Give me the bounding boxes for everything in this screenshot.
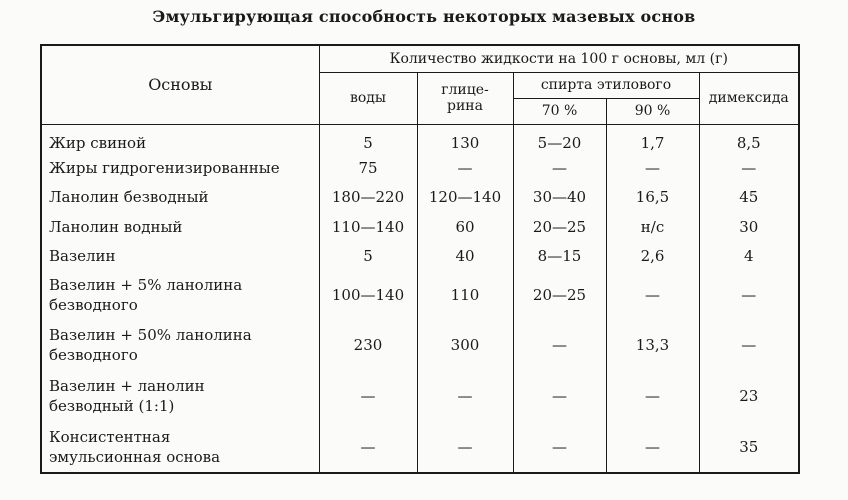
row-name-line: безводный (1:1) [49,397,175,416]
table-row [41,320,799,370]
row-value: 5 [319,241,417,270]
row-value: 100—140 [319,270,417,320]
row-name-line: Ланолин безводный [49,188,209,207]
row-value: 2,6 [606,241,699,270]
table-row [41,124,799,153]
row-value: 1,7 [606,124,699,153]
row-value: 110 [417,270,513,320]
row-value: 110—140 [319,213,417,242]
table-body [41,124,799,473]
row-name [41,270,319,320]
row-value: 120—140 [417,182,513,213]
row-value: — [606,153,699,182]
row-name [41,241,319,270]
row-value: н/с [606,213,699,242]
header-glycerin-line1: глице- [441,82,489,98]
row-value: 180—220 [319,182,417,213]
row-value: 8—15 [513,241,606,270]
row-value: — [513,320,606,370]
header-water: воды [319,72,417,124]
row-value: 20—25 [513,213,606,242]
header-ethanol: спирта этилового [513,72,699,98]
row-value: 30—40 [513,182,606,213]
row-value: — [319,422,417,473]
header-glycerin-line2: рина [447,98,483,114]
row-name-line: Жир свиной [49,133,147,152]
table-row [41,182,799,213]
row-value: 13,3 [606,320,699,370]
row-value: 130 [417,124,513,153]
row-value: — [606,370,699,421]
table-row [41,241,799,270]
row-value: — [699,270,799,320]
row-value: 60 [417,213,513,242]
page-title: Эмульгирующая способность некоторых мазевых основ [152,7,696,26]
row-name [41,213,319,242]
row-value: 20—25 [513,270,606,320]
table-row [41,422,799,473]
emulsifying-capacity-table [40,44,800,474]
row-value: 8,5 [699,124,799,153]
row-value: 30 [699,213,799,242]
table-row [41,213,799,242]
header-glycerin [417,72,513,124]
table-row [41,370,799,421]
row-name-line: Жиры гидрогенизированные [49,158,280,177]
header-ethanol-70: 70 % [513,98,606,124]
header-bases: Основы [41,45,319,124]
row-value: — [417,422,513,473]
row-value: — [417,153,513,182]
header-ethanol-90: 90 % [606,98,699,124]
row-value: — [606,270,699,320]
table-row [41,153,799,182]
row-value: — [606,422,699,473]
row-value: 230 [319,320,417,370]
row-name [41,422,319,473]
row-value: 5—20 [513,124,606,153]
row-name [41,370,319,421]
row-name-line: Консистентная [49,427,171,446]
row-value: 45 [699,182,799,213]
row-name-line: Вазелин + 5% ланолина [49,276,243,295]
row-name [41,153,319,182]
row-value: 300 [417,320,513,370]
row-value: — [513,422,606,473]
row-value: — [417,370,513,421]
row-name-line: эмульсионная основа [49,447,221,466]
row-value: 23 [699,370,799,421]
row-name-line: Ланолин водный [49,217,183,236]
row-value: — [513,370,606,421]
row-name [41,320,319,370]
table-row [41,270,799,320]
row-value: — [699,153,799,182]
row-value: 5 [319,124,417,153]
row-name-line: безводного [49,296,138,315]
row-value: 4 [699,241,799,270]
row-value: 35 [699,422,799,473]
row-value: — [699,320,799,370]
row-value: — [513,153,606,182]
row-value: 16,5 [606,182,699,213]
row-value: — [319,370,417,421]
row-name [41,182,319,213]
row-name-line: Вазелин [49,246,116,265]
row-value: 40 [417,241,513,270]
row-name-line: Вазелин + ланолин [49,377,205,396]
header-quantity: Количество жидкости на 100 г основы, мл (г) [319,45,799,72]
row-name-line: безводного [49,346,138,365]
header-dimexide: димексида [699,72,799,124]
row-value: 75 [319,153,417,182]
row-name [41,124,319,153]
row-name-line: Вазелин + 50% ланолина [49,326,252,345]
